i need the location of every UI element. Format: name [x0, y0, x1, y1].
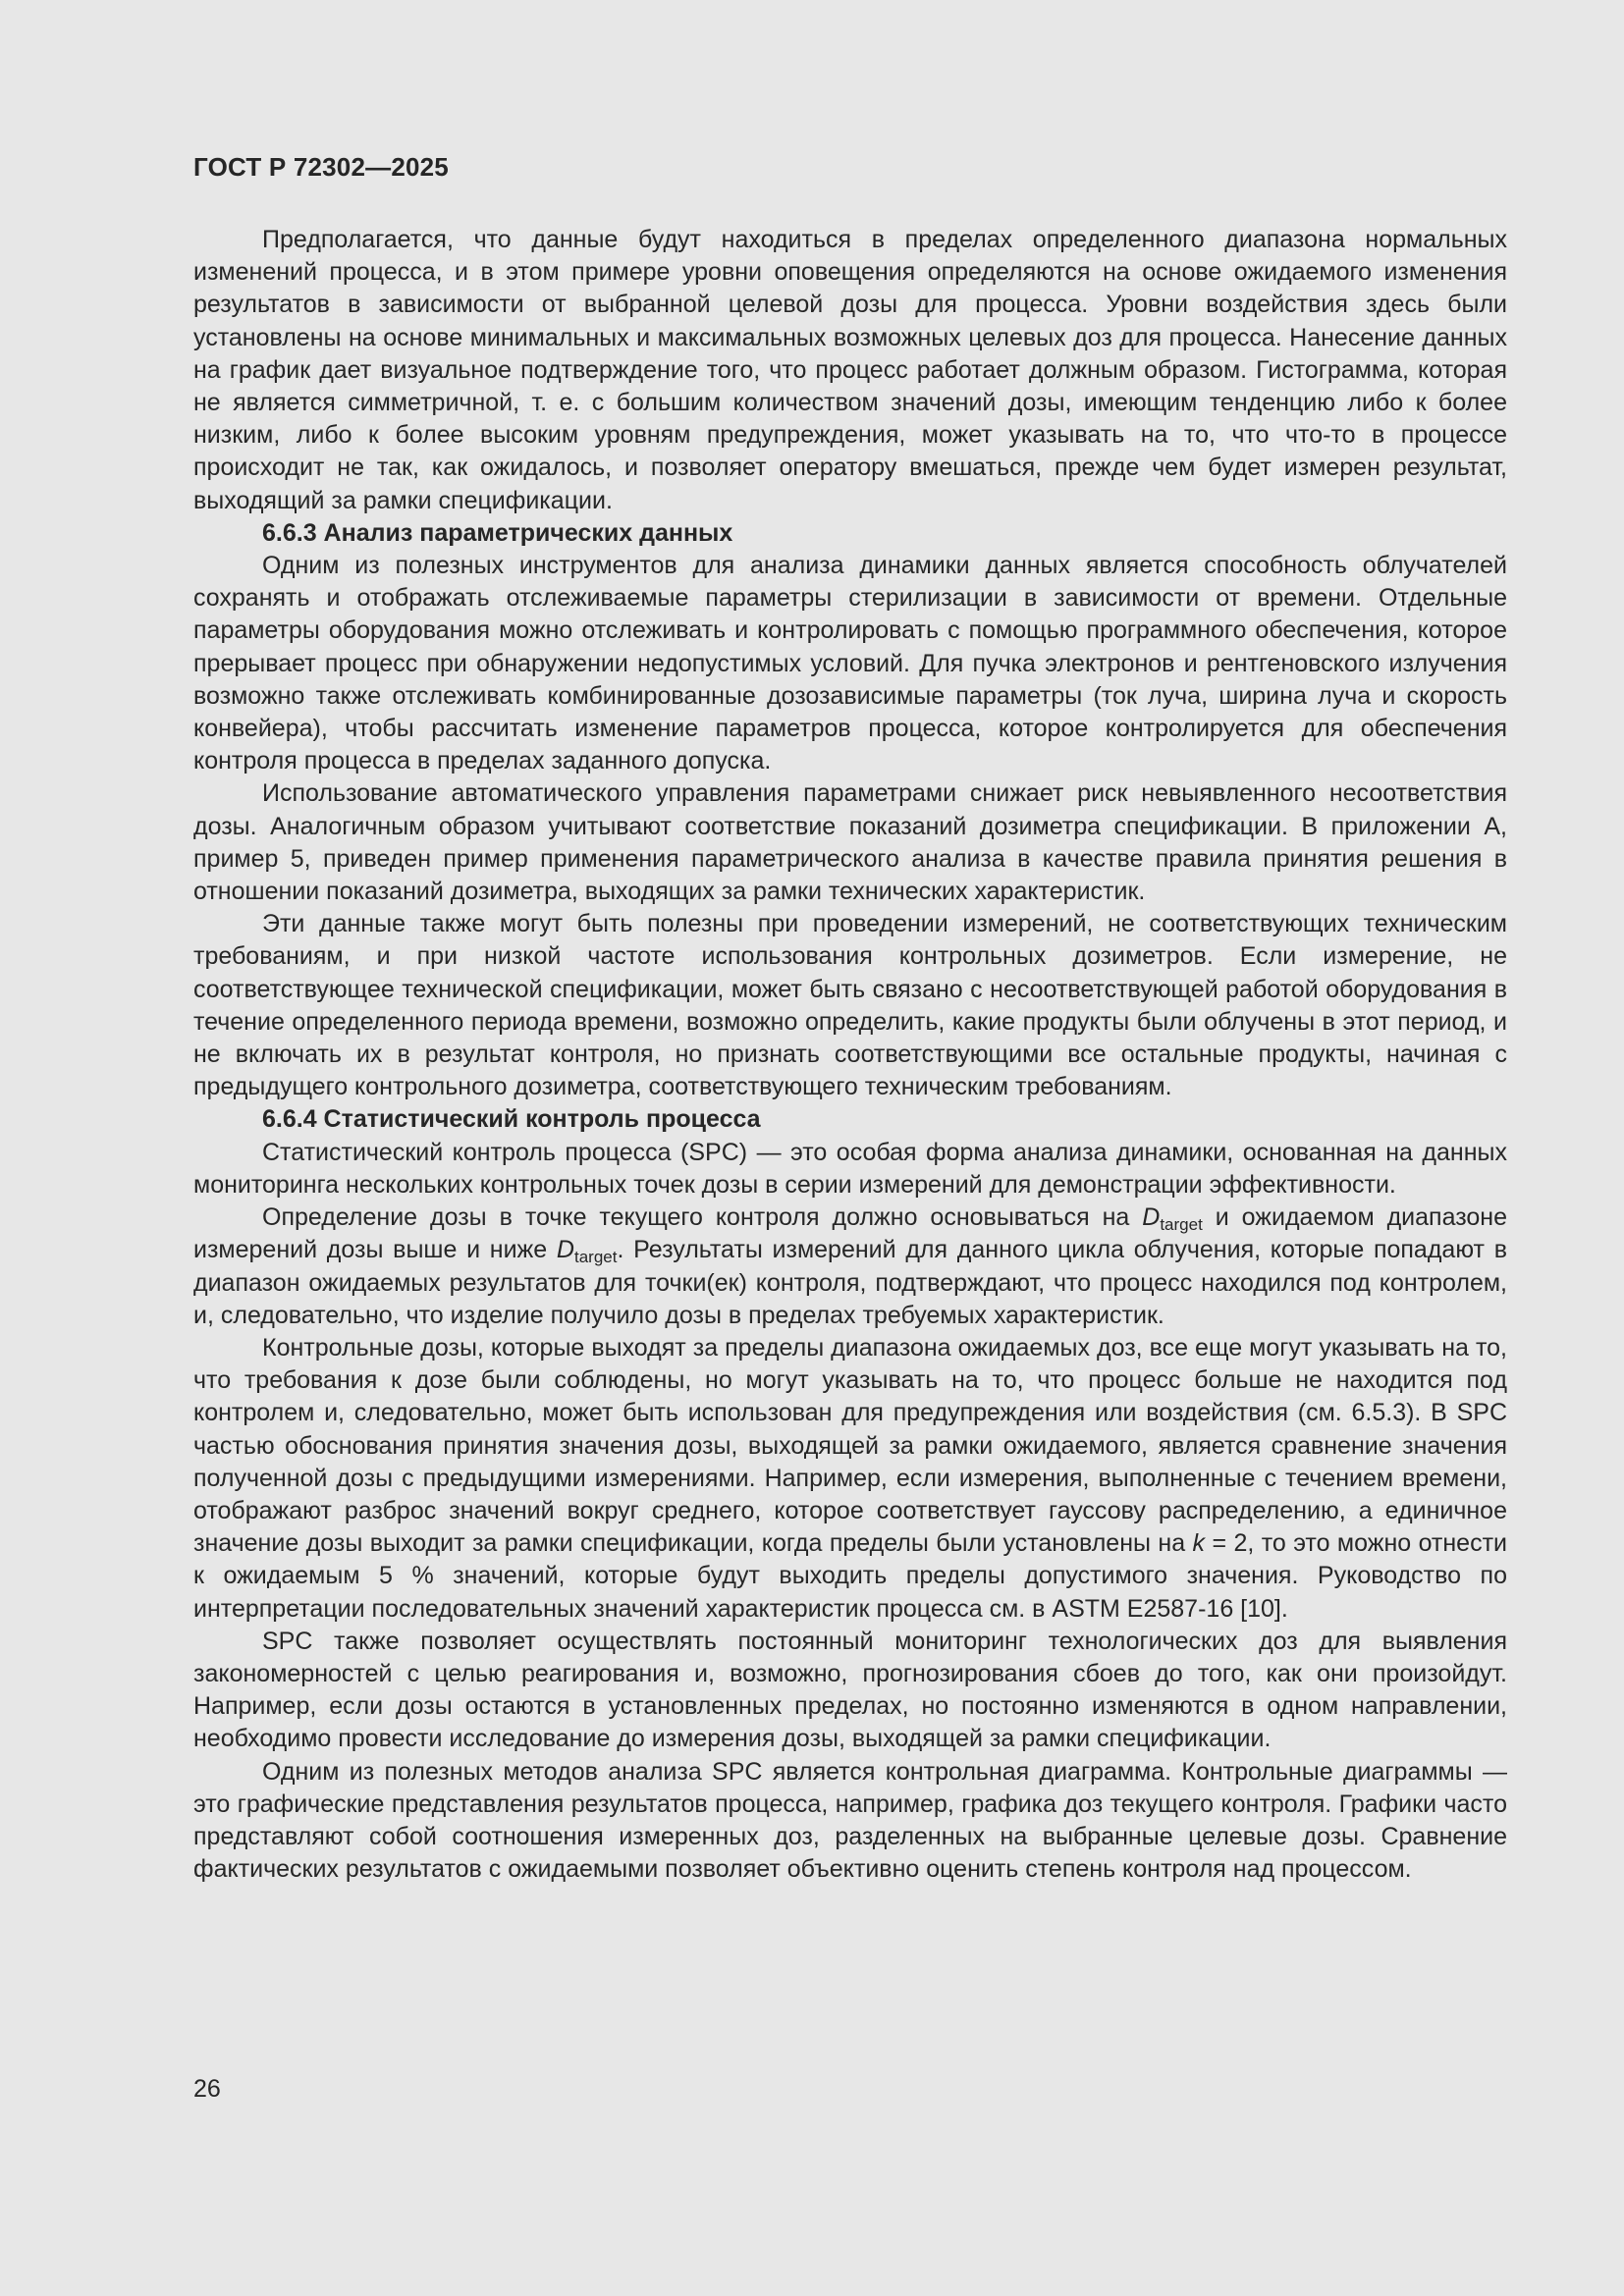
section-heading-6-6-3: 6.6.3 Анализ параметрических данных	[262, 518, 733, 547]
d-symbol: D	[1142, 1203, 1161, 1232]
paragraph-alert-levels: Предполагается, что данные будут находиться в пределах определенного диапазона нормальных изменений процесса, и в этом примере уровни оповещения определяются на основе ожидаемого изменения результатов в зависимости от выбранной целевой дозы для процесса. Уровни воздействия здесь были установлены на основе минимальных и максимальных возможных целевых доз для процесса. Нанесение данных на график дает визуальное подтверждение того, что процесс работает должным образом. Гистограмма, которая не является симметричной, т. е. с большим количеством значений дозы, имеющим тенденцию либо к более низким, либо к более высоким уровням предупреждения, может указывать на то, что что-то в процессе происходит не так, как ожидалось, и позволяет оператору вмешаться, прежде чем будет измерен результат, выходящий за рамки спецификации.	[193, 226, 1507, 514]
paragraph-spc-definition: Статистический контроль процесса (SPC) — это особая форма анализа динамики, основанная на данных мониторинга нескольких контрольных точек дозы в серии измерений для демонстрации эффективности.	[193, 1138, 1507, 1199]
target-subscript: target	[1160, 1215, 1203, 1235]
document-body	[193, 224, 1507, 1886]
paragraph-automatic-control: Использование автоматического управления параметрами снижает риск невыявленного несоответствия дозы. Аналогичным образом учитывают соответствие показаний дозиметра спецификации. В приложении А, пример 5, приведен пример применения параметрического анализа в качестве правила принятия решения в отношении показаний дозиметра, выходящих за рамки технических характеристик.	[193, 779, 1507, 906]
control-doses-text-b: = 2, то это можно отнести к ожидаемым 5 % значений, которые будут выходить пределы допустимого значения. Руководство по интерпретации последовательных значений характеристик процесса см. в ASTM E2587-16 [10].	[193, 1529, 1508, 1623]
d-symbol: D	[556, 1236, 574, 1264]
dose-determination-text-a: Определение дозы в точке текущего контроля должно основываться на	[262, 1203, 1143, 1232]
page-number: 26	[193, 2075, 221, 2103]
document-code-header: ГОСТ Р 72302—2025	[193, 152, 449, 182]
dose-determination-text-b: и ожидаемом диапазоне измерений дозы выше и ниже	[193, 1203, 1507, 1264]
paragraph-control-charts: Одним из полезных методов анализа SPC является контрольная диаграмма. Контрольные диаграммы — это графические представления результатов процесса, например, графика доз текущего контроля. Графики часто представляют собой соотношения измеренных доз, разделенных на выбранные целевые дозы. Сравнение фактических результатов с ожидаемыми позволяет объективно оценить степень контроля над процессом.	[193, 1757, 1507, 1884]
paragraph-nonconforming-measurements: Эти данные также могут быть полезны при проведении измерений, не соответствующих техническим требованиям, и при низкой частоте использования контрольных дозиметров. Если измерение, не соответствующее технической спецификации, может быть связано с несоответствующей работой оборудования в течение определенного периода времени, возможно определить, какие продукты были облучены в этот период, и не включать их в результат контроля, но признать соответствующими все остальные продукты, начиная с предыдущего контрольного дозиметра, соответствующего техническим требованиям.	[193, 910, 1507, 1101]
control-doses-text-a: Контрольные дозы, которые выходят за пределы диапазона ожидаемых доз, все еще могут указывать на то, что требования к дозе были соблюдены, но могут указывать на то, что процесс больше не находится под контролем и, следовательно, может быть использован для предупреждения или воздействия (см. 6.5.3). В SPC частью обоснования принятия значения дозы, выходящей за рамки ожидаемого, является сравнение значения полученной дозы с предыдущими измерениями. Например, если измерения, выполненные с течением времени, отображают разброс значений вокруг среднего, которое соответствует гауссову распределению, а единичное значение дозы выходит за рамки спецификации, когда пределы были установлены на	[193, 1333, 1507, 1558]
paragraph-control-doses	[193, 1332, 1507, 1626]
dose-determination-text-c: . Результаты измерений для данного цикла облучения, которые попадают в диапазон ожидаемых результатов для точки(ек) контроля, подтверждают, что процесс находился под контролем, и, следовательно, что изделие получило дозы в пределах требуемых характеристик.	[193, 1236, 1507, 1329]
paragraph-dose-determination	[193, 1201, 1507, 1332]
paragraph-spc-monitoring: SPC также позволяет осуществлять постоянный мониторинг технологических доз для выявления закономерностей с целью реагирования и, возможно, прогнозирования сбоев до того, как они произойдут. Например, если дозы остаются в установленных пределах, но постоянно изменяются в одном направлении, необходимо провести исследование до измерения дозы, выходящей за рамки спецификации.	[193, 1627, 1507, 1753]
k-symbol: k	[1192, 1529, 1206, 1558]
target-subscript: target	[573, 1248, 618, 1267]
paragraph-parametric-tools: Одним из полезных инструментов для анализа динамики данных является способность облучателей сохранять и отображать отслеживаемые параметры стерилизации в зависимости от времени. Отдельные параметры оборудования можно отслеживать и контролировать с помощью программного обеспечения, которое прерывает процесс при обнаружении недопустимых условий. Для пучка электронов и рентгеновского излучения возможно также отслеживать комбинированные дозозависимые параметры (ток луча, ширина луча и скорость конвейера), чтобы рассчитать изменение параметров процесса, которое контролируется для обеспечения контроля процесса в пределах заданного допуска.	[193, 552, 1507, 775]
section-heading-6-6-4: 6.6.4 Статистический контроль процесса	[262, 1105, 761, 1134]
